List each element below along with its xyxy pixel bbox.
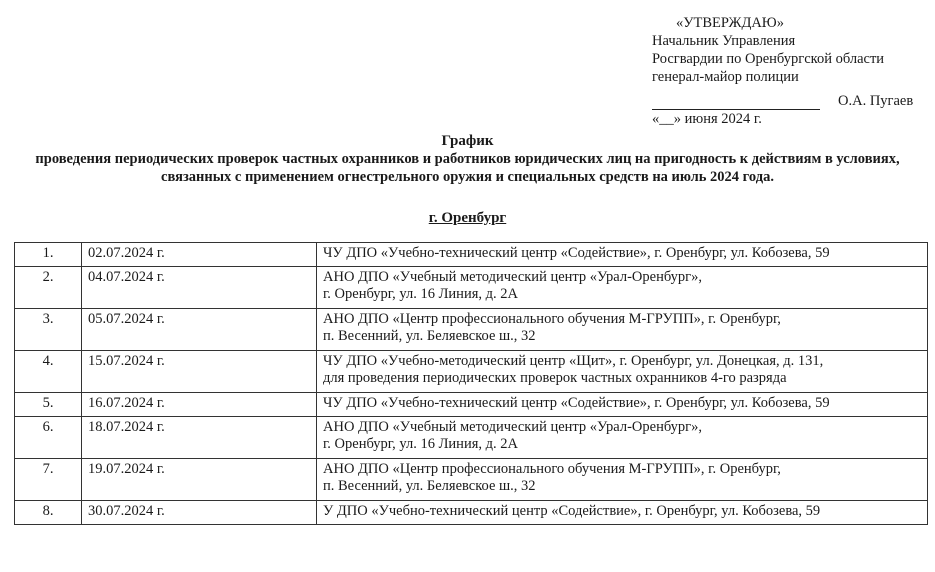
row-date: 15.07.2024 г. <box>82 351 317 393</box>
place-line: АНО ДПО «Центр профессионального обучения М-ГРУПП», г. Оренбург, <box>323 461 781 477</box>
table-row <box>15 501 928 525</box>
place-line: для проведения периодических проверок частных охранников 4-го разряда <box>323 370 787 386</box>
row-date: 05.07.2024 г. <box>82 309 317 351</box>
row-number: 1. <box>15 243 82 267</box>
row-date: 30.07.2024 г. <box>82 501 317 525</box>
approval-position-line1: Начальник Управления <box>652 33 796 49</box>
row-place <box>317 459 928 501</box>
place-line: ЧУ ДПО «Учебно-технический центр «Содействие», г. Оренбург, ул. Кобозева, 59 <box>323 245 830 261</box>
approval-block <box>652 14 932 128</box>
place-line: п. Весенний, ул. Беляевское ш., 32 <box>323 328 536 344</box>
row-number: 2. <box>15 267 82 309</box>
row-place <box>317 243 928 267</box>
row-place <box>317 501 928 525</box>
schedule-table <box>14 242 928 525</box>
place-line: ЧУ ДПО «Учебно-технический центр «Содействие», г. Оренбург, ул. Кобозева, 59 <box>323 395 830 411</box>
table-row <box>15 459 928 501</box>
place-line: п. Весенний, ул. Беляевское ш., 32 <box>323 478 536 494</box>
place-line: АНО ДПО «Учебный методический центр «Урал-Оренбург», <box>323 419 702 435</box>
row-date: 18.07.2024 г. <box>82 417 317 459</box>
row-place <box>317 267 928 309</box>
document-subtitle: проведения периодических проверок частных охранников и работников юридических лиц на пригодность к действиям в условиях, связанных с применением огнестрельного оружия и специальных средств на июль 2024 года. <box>35 151 900 185</box>
approval-heading: «УТВЕРЖДАЮ» <box>676 15 784 31</box>
row-date: 02.07.2024 г. <box>82 243 317 267</box>
row-place <box>317 393 928 417</box>
table-row <box>15 309 928 351</box>
row-date: 16.07.2024 г. <box>82 393 317 417</box>
approval-signer: О.А. Пугаев <box>838 93 914 109</box>
place-line: АНО ДПО «Учебный методический центр «Урал-Оренбург», <box>323 269 702 285</box>
table-row <box>15 393 928 417</box>
row-number: 8. <box>15 501 82 525</box>
place-line: г. Оренбург, ул. 16 Линия, д. 2А <box>323 436 518 452</box>
document-header <box>0 132 935 186</box>
approval-rank: генерал-майор полиции <box>652 69 799 85</box>
table-row <box>15 417 928 459</box>
signature-blank <box>652 93 820 110</box>
row-number: 3. <box>15 309 82 351</box>
document-title: График <box>441 133 494 149</box>
row-number: 6. <box>15 417 82 459</box>
row-date: 04.07.2024 г. <box>82 267 317 309</box>
row-place <box>317 417 928 459</box>
table-row <box>15 351 928 393</box>
approval-position-line2: Росгвардии по Оренбургской области <box>652 51 885 67</box>
table-row <box>15 267 928 309</box>
place-line: г. Оренбург, ул. 16 Линия, д. 2А <box>323 286 518 302</box>
place-line: ЧУ ДПО «Учебно-методический центр «Щит», г. Оренбург, ул. Донецкая, д. 131, <box>323 353 824 369</box>
row-number: 4. <box>15 351 82 393</box>
row-number: 5. <box>15 393 82 417</box>
city-heading: г. Оренбург <box>428 210 507 226</box>
row-date: 19.07.2024 г. <box>82 459 317 501</box>
place-line: У ДПО «Учебно-технический центр «Содействие», г. Оренбург, ул. Кобозева, 59 <box>323 503 821 519</box>
row-place <box>317 351 928 393</box>
row-place <box>317 309 928 351</box>
table-row <box>15 243 928 267</box>
approval-signature-line <box>652 92 932 110</box>
schedule-table-body <box>15 243 928 525</box>
row-number: 7. <box>15 459 82 501</box>
approval-date: «__» июня 2024 г. <box>652 111 762 127</box>
place-line: АНО ДПО «Центр профессионального обучения М-ГРУПП», г. Оренбург, <box>323 311 781 327</box>
